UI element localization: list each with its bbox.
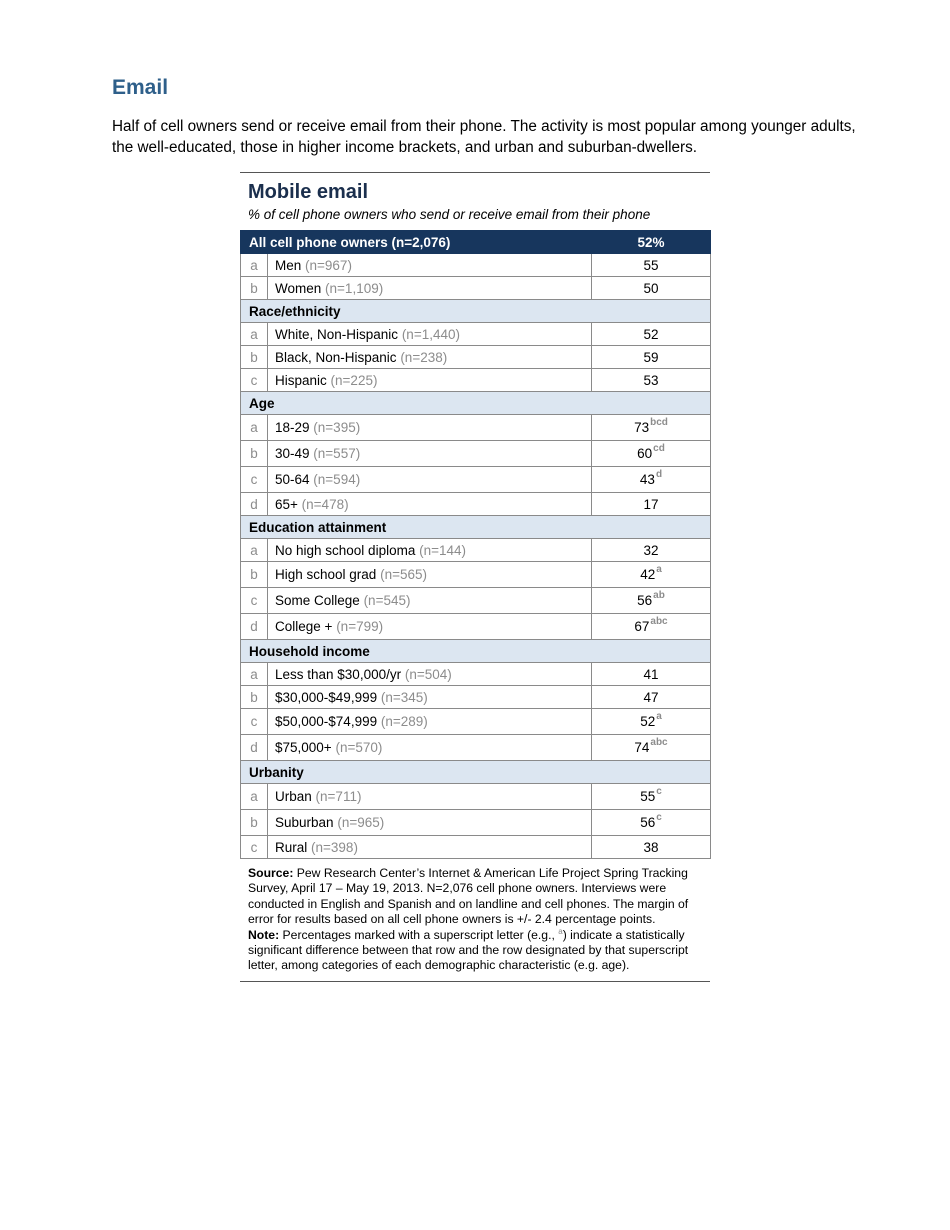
row-sample-size: (n=799) bbox=[336, 619, 384, 634]
row-label bbox=[268, 539, 592, 562]
significance-marker: abc bbox=[650, 737, 668, 748]
row-value-number: 55 bbox=[643, 257, 659, 273]
significance-marker: a bbox=[656, 711, 662, 722]
row-letter: c bbox=[241, 836, 268, 859]
table-row bbox=[241, 686, 711, 709]
table-row bbox=[241, 493, 711, 516]
table-row bbox=[241, 663, 711, 686]
significance-marker: bcd bbox=[650, 417, 668, 428]
row-label bbox=[268, 562, 592, 588]
table-row bbox=[241, 588, 711, 614]
row-label-text: Some College bbox=[275, 593, 360, 608]
row-letter: d bbox=[241, 614, 268, 640]
row-label bbox=[268, 588, 592, 614]
row-letter: b bbox=[241, 441, 268, 467]
row-label-text: $30,000-$49,999 bbox=[275, 689, 378, 705]
source-text: Pew Research Center’s Internet & American Life Project Spring Tracking Survey, April 17 – May 19, 2013. N=2,076 cell phone owners. Interviews were conducted in English and Spanish and on landline and cell phones. The margin of error for results based on all cell phone owners is +/- 2.4 percentage points. bbox=[248, 866, 689, 927]
row-label-text: Urban bbox=[275, 789, 312, 804]
significance-marker: ab bbox=[653, 590, 665, 601]
row-value bbox=[592, 441, 711, 467]
row-sample-size: (n=289) bbox=[380, 714, 428, 729]
row-letter: b bbox=[241, 277, 268, 300]
figure-subtitle: % of cell phone owners who send or receive email from their phone bbox=[248, 207, 651, 222]
row-label-text: Women bbox=[275, 280, 322, 296]
row-value bbox=[592, 735, 711, 761]
row-value bbox=[592, 539, 711, 562]
significance-marker: c bbox=[656, 812, 662, 823]
row-sample-size: (n=711) bbox=[315, 789, 362, 804]
row-value-number: 67 bbox=[634, 619, 650, 634]
row-label-text: 65+ bbox=[275, 496, 298, 512]
row-letter: b bbox=[241, 562, 268, 588]
row-value bbox=[592, 277, 711, 300]
table-row bbox=[241, 735, 711, 761]
row-label bbox=[268, 614, 592, 640]
row-sample-size: (n=504) bbox=[404, 666, 452, 682]
figure-title: Mobile email bbox=[248, 181, 369, 203]
row-label bbox=[268, 467, 592, 493]
table-row bbox=[241, 346, 711, 369]
table-row bbox=[241, 467, 711, 493]
row-label bbox=[268, 346, 592, 369]
row-label bbox=[268, 277, 592, 300]
row-label bbox=[268, 686, 592, 709]
row-sample-size: (n=238) bbox=[400, 349, 448, 365]
significance-marker: d bbox=[655, 469, 663, 480]
table-row bbox=[241, 277, 711, 300]
row-value-number: 60 bbox=[637, 446, 653, 461]
row-label-text: High school grad bbox=[275, 567, 377, 582]
row-label-text: Rural bbox=[275, 839, 308, 855]
row-letter: a bbox=[241, 539, 268, 562]
row-letter: c bbox=[241, 709, 268, 735]
section-row-income bbox=[241, 640, 711, 663]
row-value-number: 74 bbox=[634, 740, 650, 755]
row-value-number: 56 bbox=[637, 593, 653, 608]
table-row bbox=[241, 369, 711, 392]
table-row bbox=[241, 323, 711, 346]
row-label bbox=[268, 810, 592, 836]
row-value bbox=[592, 493, 711, 516]
section-row-race bbox=[241, 300, 711, 323]
row-value-number: 52 bbox=[643, 326, 659, 342]
row-sample-size: (n=144) bbox=[419, 542, 467, 558]
row-label-text: Men bbox=[275, 257, 302, 273]
row-label bbox=[268, 369, 592, 392]
row-value-number: 56 bbox=[640, 815, 656, 830]
mobile-email-table bbox=[240, 230, 711, 859]
row-sample-size: (n=565) bbox=[380, 567, 427, 582]
row-sample-size: (n=1,440) bbox=[401, 326, 460, 342]
row-label bbox=[268, 323, 592, 346]
row-letter: d bbox=[241, 735, 268, 761]
row-label-text: $75,000+ bbox=[275, 740, 332, 755]
row-label bbox=[268, 709, 592, 735]
table-row bbox=[241, 810, 711, 836]
row-label-text: Hispanic bbox=[275, 372, 327, 388]
row-letter: a bbox=[241, 254, 268, 277]
row-sample-size: (n=965) bbox=[337, 815, 385, 830]
row-label bbox=[268, 784, 592, 810]
row-value-number: 47 bbox=[643, 689, 659, 705]
table-row bbox=[241, 562, 711, 588]
row-label bbox=[268, 735, 592, 761]
row-sample-size: (n=545) bbox=[363, 593, 411, 608]
row-value-number: 32 bbox=[643, 542, 659, 558]
row-value-number: 55 bbox=[640, 789, 656, 804]
note-text-end: ) indicate a statistically significant difference between that row and the row designated by that superscript letter, among categories of each demographic characteristic (e.g. age). bbox=[248, 927, 689, 973]
row-label bbox=[268, 493, 592, 516]
section-heading: Email bbox=[112, 76, 169, 99]
row-value bbox=[592, 663, 711, 686]
row-label bbox=[268, 415, 592, 441]
row-value bbox=[592, 686, 711, 709]
row-value bbox=[592, 614, 711, 640]
row-value-number: 17 bbox=[643, 496, 659, 512]
row-value bbox=[592, 810, 711, 836]
row-label-text: White, Non-Hispanic bbox=[275, 326, 399, 342]
total-label: All cell phone owners (n=2,076) bbox=[241, 231, 592, 254]
row-letter: b bbox=[241, 686, 268, 709]
row-label-text: No high school diploma bbox=[275, 542, 416, 558]
row-value bbox=[592, 415, 711, 441]
total-value: 52% bbox=[592, 231, 711, 254]
row-letter: a bbox=[241, 663, 268, 686]
row-value-number: 50 bbox=[643, 280, 659, 296]
row-letter: b bbox=[241, 810, 268, 836]
row-sample-size: (n=1,109) bbox=[325, 280, 384, 296]
row-label-text: Suburban bbox=[275, 815, 334, 830]
row-value bbox=[592, 467, 711, 493]
row-label bbox=[268, 836, 592, 859]
table-row bbox=[241, 709, 711, 735]
row-letter: d bbox=[241, 493, 268, 516]
row-value bbox=[592, 836, 711, 859]
section-title: Education attainment bbox=[241, 516, 711, 539]
table-row bbox=[241, 539, 711, 562]
row-letter: a bbox=[241, 323, 268, 346]
section-row-urbanity bbox=[241, 761, 711, 784]
source-label: Source: bbox=[248, 866, 294, 880]
table-row bbox=[241, 415, 711, 441]
note-superscript-example: a bbox=[558, 926, 563, 936]
total-row bbox=[241, 231, 711, 254]
row-value bbox=[592, 562, 711, 588]
row-letter: c bbox=[241, 588, 268, 614]
row-value-number: 59 bbox=[643, 349, 659, 365]
note-text-start: Percentages marked with a superscript letter (e.g., bbox=[279, 927, 559, 942]
row-value bbox=[592, 323, 711, 346]
row-sample-size: (n=398) bbox=[311, 839, 358, 855]
mobile-email-figure bbox=[240, 172, 710, 982]
significance-marker: abc bbox=[650, 616, 668, 627]
row-value bbox=[592, 254, 711, 277]
row-letter: a bbox=[241, 415, 268, 441]
row-value-number: 42 bbox=[640, 567, 656, 582]
row-sample-size: (n=225) bbox=[330, 372, 378, 388]
row-sample-size: (n=345) bbox=[380, 689, 428, 705]
row-label-text: $50,000-$74,999 bbox=[275, 714, 378, 729]
significance-marker: a bbox=[656, 564, 662, 575]
row-sample-size: (n=967) bbox=[305, 257, 352, 273]
section-title: Urbanity bbox=[241, 761, 711, 784]
note-label: Note: bbox=[248, 927, 280, 942]
row-value bbox=[592, 588, 711, 614]
row-label-text: 30-49 bbox=[275, 446, 310, 461]
row-value bbox=[592, 369, 711, 392]
row-sample-size: (n=557) bbox=[313, 446, 361, 461]
row-value bbox=[592, 346, 711, 369]
table-row bbox=[241, 614, 711, 640]
section-title: Race/ethnicity bbox=[241, 300, 711, 323]
row-label-text: 50-64 bbox=[275, 472, 310, 487]
row-letter: c bbox=[241, 369, 268, 392]
table-row bbox=[241, 254, 711, 277]
significance-marker: cd bbox=[653, 443, 665, 454]
table-row bbox=[241, 836, 711, 859]
section-title: Household income bbox=[241, 640, 711, 663]
row-label bbox=[268, 441, 592, 467]
row-label-text: 18-29 bbox=[275, 420, 310, 435]
row-sample-size: (n=570) bbox=[335, 740, 383, 755]
row-value-number: 38 bbox=[643, 839, 659, 855]
row-value-number: 53 bbox=[643, 372, 659, 388]
table-row bbox=[241, 441, 711, 467]
row-label bbox=[268, 254, 592, 277]
row-value-number: 52 bbox=[640, 714, 656, 729]
row-letter: b bbox=[241, 346, 268, 369]
row-letter: c bbox=[241, 467, 268, 493]
row-value bbox=[592, 784, 711, 810]
row-sample-size: (n=478) bbox=[301, 496, 349, 512]
row-value bbox=[592, 709, 711, 735]
row-label-text: Less than $30,000/yr bbox=[275, 666, 402, 682]
row-letter: a bbox=[241, 784, 268, 810]
row-value-number: 41 bbox=[643, 666, 659, 682]
section-row-education bbox=[241, 516, 711, 539]
section-row-age bbox=[241, 392, 711, 415]
row-sample-size: (n=594) bbox=[313, 472, 361, 487]
row-value-number: 73 bbox=[634, 420, 650, 435]
table-row bbox=[241, 784, 711, 810]
row-label-text: College + bbox=[275, 619, 333, 634]
row-label bbox=[268, 663, 592, 686]
row-label-text: Black, Non-Hispanic bbox=[275, 349, 397, 365]
row-value-number: 43 bbox=[639, 472, 655, 487]
row-sample-size: (n=395) bbox=[313, 420, 361, 435]
source-note bbox=[240, 859, 710, 981]
significance-marker: c bbox=[656, 786, 662, 797]
intro-paragraph: Half of cell owners send or receive email from their phone. The activity is most popular among younger adults, the well-educated, those in higher income brackets, and urban and suburban-dwellers. bbox=[112, 118, 856, 156]
section-title: Age bbox=[241, 392, 711, 415]
